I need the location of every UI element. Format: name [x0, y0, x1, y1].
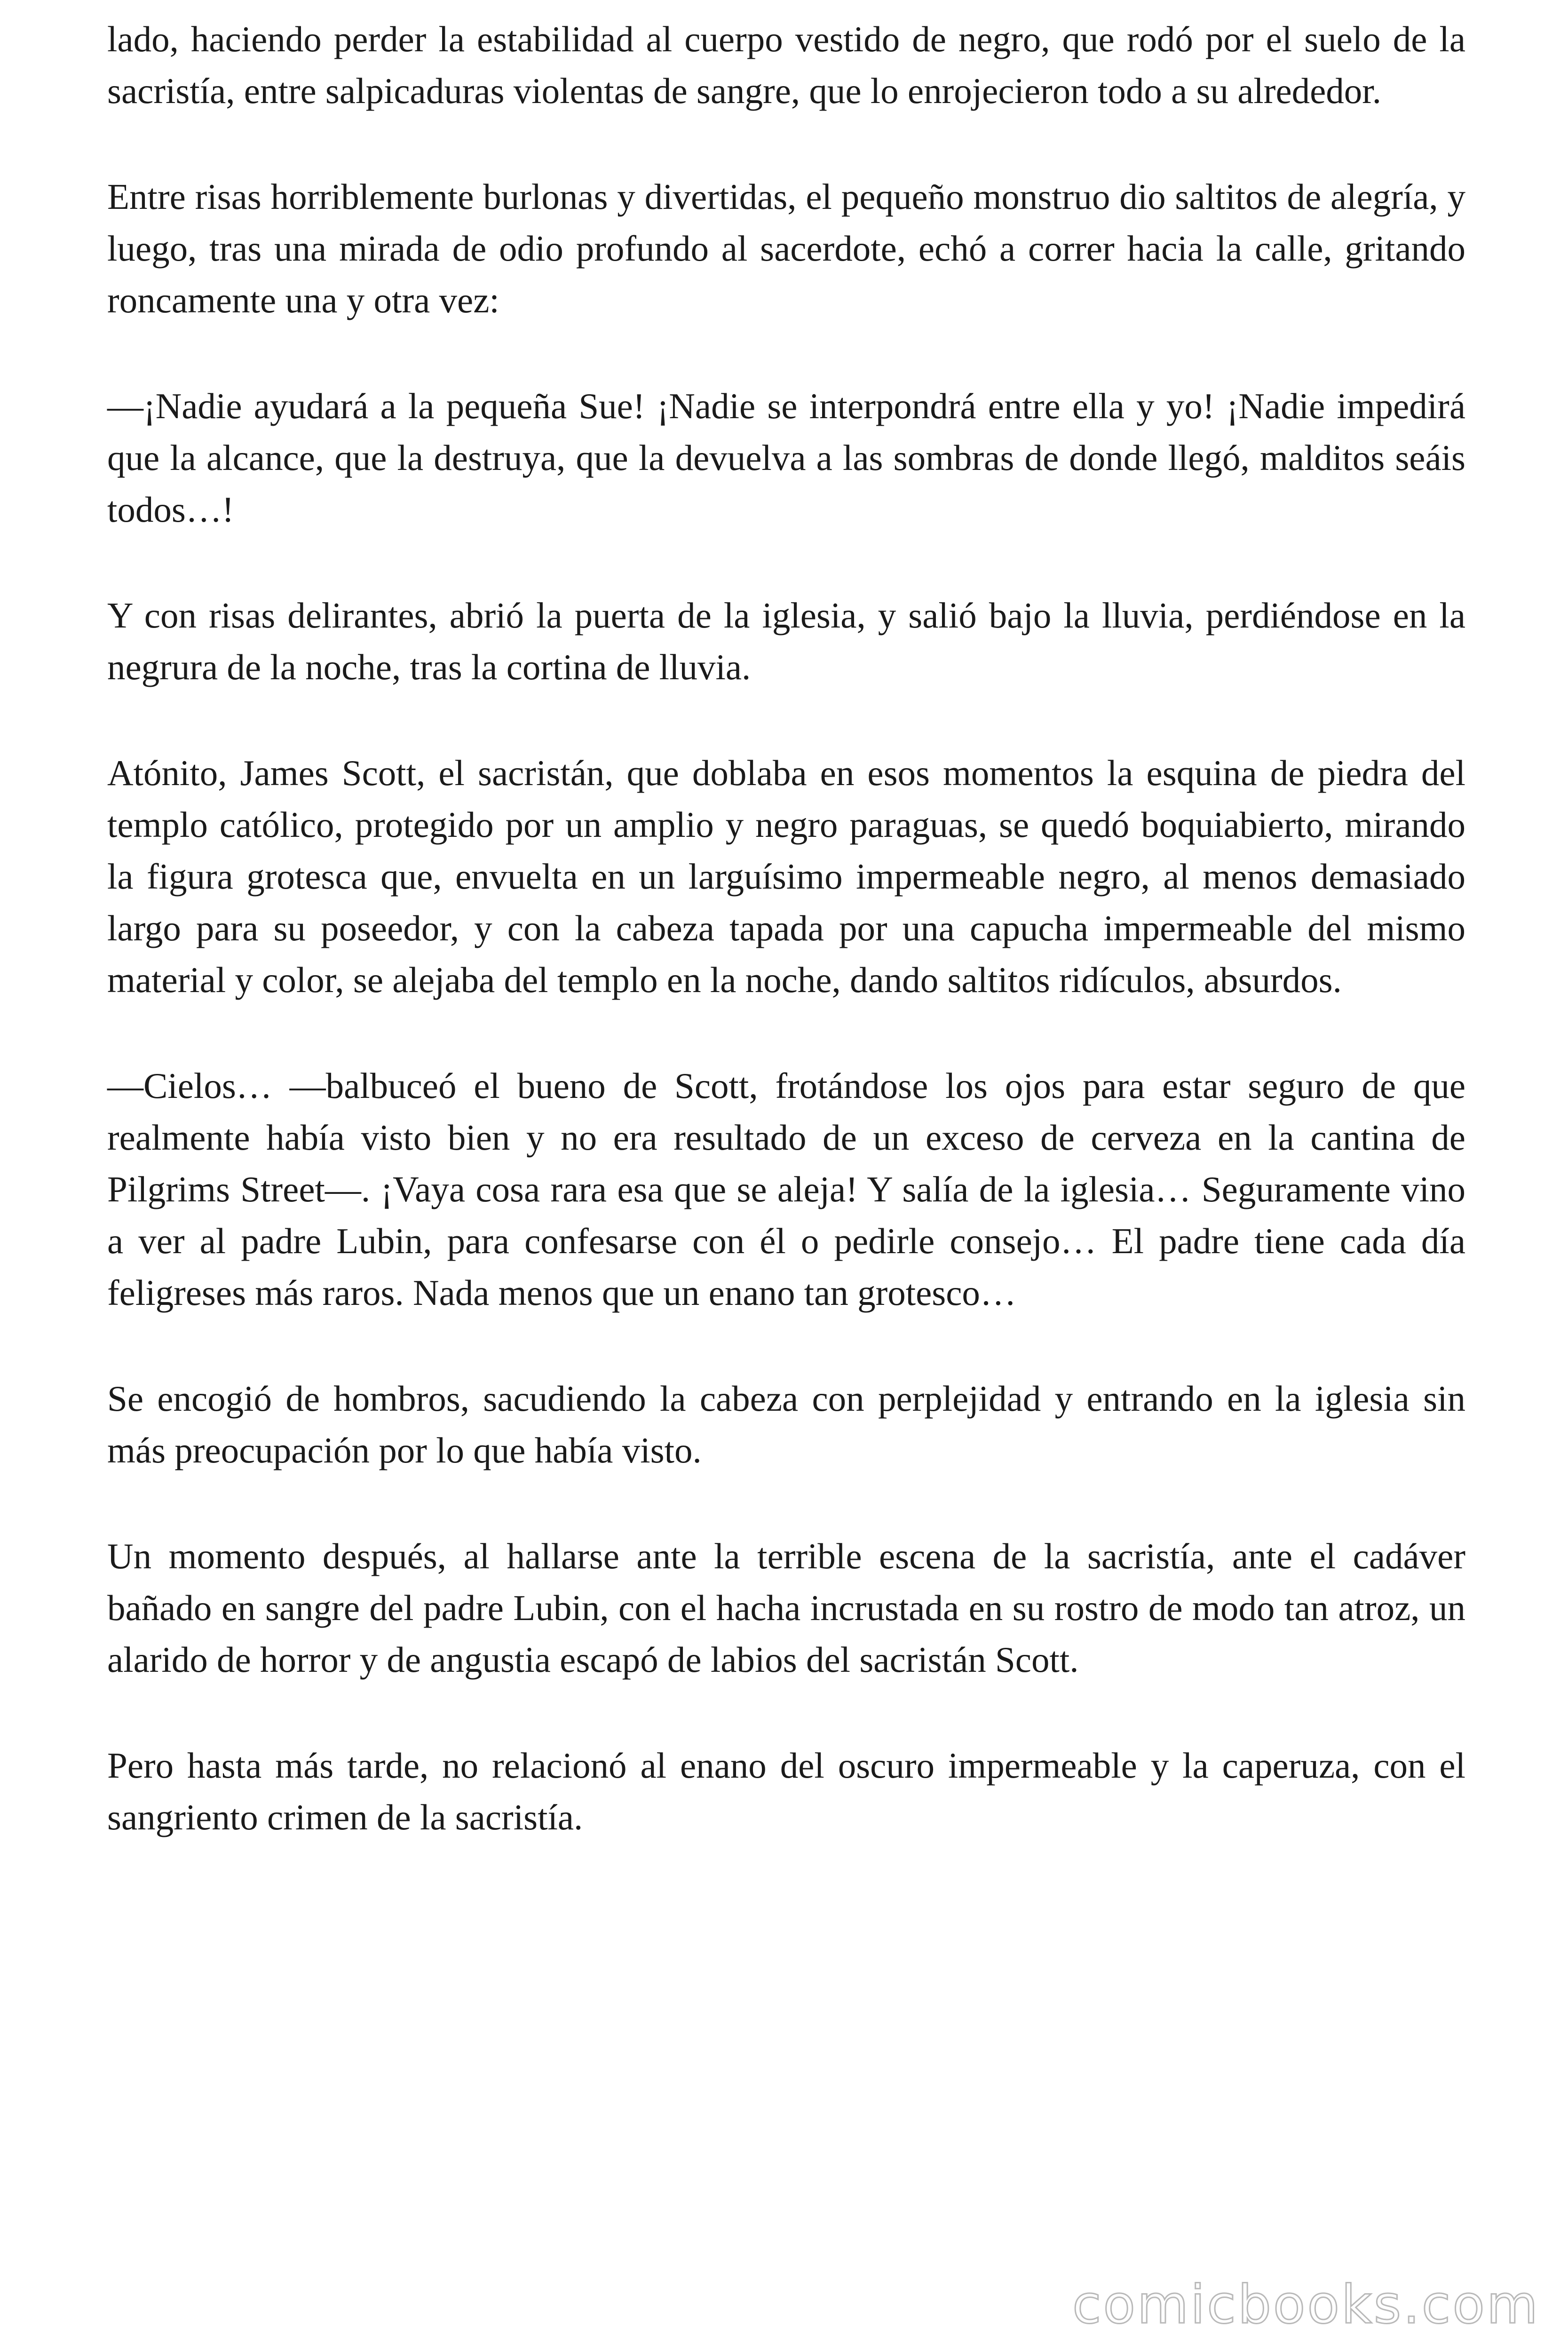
watermark: comicbooks.com: [1072, 2274, 1540, 2336]
paragraph-8: Un momento después, al hallarse ante la terrible escena de la sacristía, ante el cadáver bañado en sangre del padre Lubin, con el hacha incrustada en su rostro de modo tan atroz, un alarido de horror y de angustia escapó de labios del sacristán Scott.: [107, 1536, 1465, 1680]
paragraph-5: Atónito, James Scott, el sacristán, que doblaba en esos momentos la esquina de piedra del templo católico, protegido por un amplio y negro paraguas, se quedó boquiabierto, mirando la figura grotesca que, envuelta en un larguísimo impermeable negro, al menos demasiado largo para su poseedor, y con la cabeza tapada por una capucha impermeable del mismo material y color, se alejaba del templo en la noche, dando saltitos ridículos, absurdos.: [107, 753, 1465, 1000]
paragraph-9: Pero hasta más tarde, no relacionó al enano del oscuro impermeable y la caperuza, con el sangriento crimen de la sacristía.: [107, 1745, 1465, 1837]
paragraph-7: Se encogió de hombros, sacudiendo la cabeza con perplejidad y entrando en la iglesia sin más preocupación por lo que había visto.: [107, 1378, 1465, 1470]
paragraph-4: Y con risas delirantes, abrió la puerta de la iglesia, y salió bajo la lluvia, perdiéndose en la negrura de la noche, tras la cortina de lluvia.: [107, 595, 1465, 687]
body-text: [107, 13, 1465, 1897]
paragraph-3: —¡Nadie ayudará a la pequeña Sue! ¡Nadie se interpondrá entre ella y yo! ¡Nadie impedirá que la alcance, que la destruya, que la devuelva a las sombras de donde llegó, malditos seáis todos…!: [107, 386, 1465, 530]
paragraph-1: lado, haciendo perder la estabilidad al cuerpo vestido de negro, que rodó por el suelo de la sacristía, entre salpicaduras violentas de sangre, que lo enrojecieron todo a su alrededor.: [107, 19, 1465, 111]
paragraph-6: —Cielos… —balbuceó el bueno de Scott, frotándose los ojos para estar seguro de que realmente había visto bien y no era resultado de un exceso de cerveza en la cantina de Pilgrims Street—. ¡Vaya cosa rara esa que se aleja! Y salía de la iglesia… Seguramente vino a ver al padre Lubin, para confesarse con él o pedirle consejo… El padre tiene cada día feligreses más raros. Nada menos que un enano tan grotesco…: [107, 1065, 1465, 1313]
paragraph-2: Entre risas horriblemente burlonas y divertidas, el pequeño monstruo dio saltitos de alegría, y luego, tras una mirada de odio profundo al sacerdote, echó a correr hacia la calle, gritando roncamente una y otra vez:: [107, 176, 1465, 320]
